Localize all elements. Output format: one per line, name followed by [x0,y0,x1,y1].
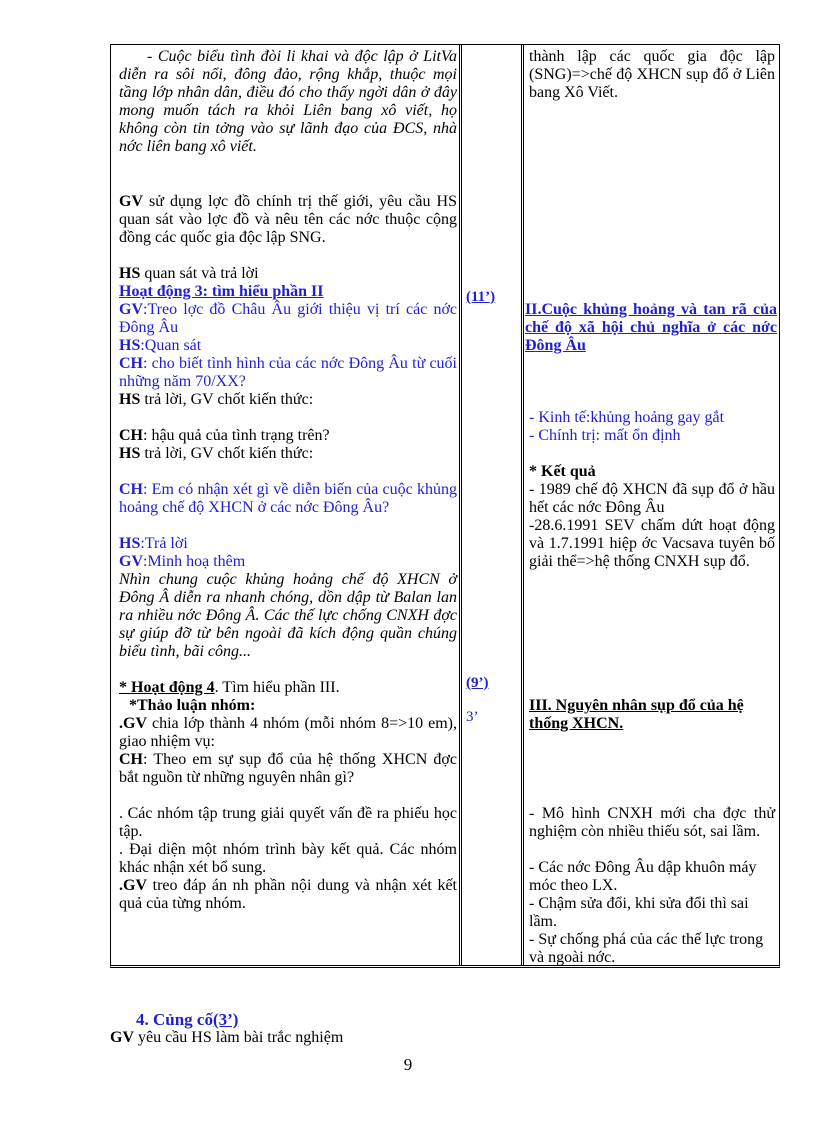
cause-2: - Các nớc Đông Âu dập khuôn máy móc theo LX. [529,859,757,894]
gv-instruction-5 [119,877,457,913]
gv-tag: .GV [119,877,147,894]
question-text: : Em có nhận xét gì về diễn biến của cuộc khủng hoảng chế độ XHCN ở các nớc Đông Âu? [119,481,457,516]
gv-text: yêu cầu HS làm bài trắc nghiệm [134,1029,344,1046]
question-tag: CH [119,751,143,768]
result-heading: * Kết quả [529,463,596,480]
hs-response-2 [119,337,201,355]
hs-response-4 [119,445,313,463]
cause-3: - Chậm sửa đổi, khi sửa đổi thì sai lầm. [529,895,749,930]
consolidation-title: 4. Củng cố [136,1010,213,1029]
gv-tag: GV [119,553,143,570]
result-1: - 1989 chế độ XHCN đã sụp đổ ở hầu hết các nớc Đông Âu [529,481,775,516]
section-3-heading: III. Nguyên nhân sụp đổ của hệ thống XHCN. [529,697,744,732]
gv-text: chia lớp thành 4 nhóm (mỗi nhóm 8=>10 em), giao nhiệm vụ: [119,715,457,750]
litva-paragraph: - Cuộc biểu tình đòi li khai và độc lập ở LitVa diễn ra sôi nổi, đông đảo, rộng khắp, thuộc mọi tầng lớp nhân dân, điều đó cho thấy ngời dân ở đây mong muốn tách ra khỏi Liên bang xô viết, họ không còn tin tởng vào sự lãnh đạo của ĐCS, nhà nớc liên bang xô viết. [119,48,457,155]
hs-response-3 [119,391,313,409]
activity-4-heading [119,679,340,697]
consolidation-instruction [110,1029,343,1047]
consolidation-heading [136,1010,238,1030]
activity-4-label: * Hoạt động 4 [119,679,215,696]
question-text: : Theo em sự sụp đổ của hệ thống XHCN đợc bắt nguồn từ những nguyên nhân gì? [119,751,457,786]
question-4 [119,751,457,787]
gv-text: :Minh hoạ thêm [143,553,246,570]
hs-tag: HS [119,265,141,282]
question-text: : cho biết tình hình của các nớc Đông Âu từ cuối những năm 70/XX? [119,355,457,390]
time-9: (9’) [466,675,489,691]
hs-tag: HS [119,445,141,462]
question-2 [119,427,330,445]
gv-instruction-2 [119,301,457,337]
question-text: : hậu quả của tình trạng trên? [143,427,330,444]
result-2: -28.6.1991 SEV chấm dứt hoạt động và 1.7.1991 hiệp ớc Vacsava tuyên bố giải thể=>hệ thống CNXH sụp đổ. [529,517,775,570]
gv-instruction-4 [119,715,457,751]
gv-tag: GV [119,301,143,318]
hs-response-1 [119,265,259,283]
gv-instruction-3 [119,553,245,571]
cause-4: - Sự chống phá của các thế lực trong và ngoài nớc. [529,931,764,966]
step-2: . Đại diện một nhóm trình bày kết quả. Các nhóm khác nhận xét bổ sung. [119,841,457,876]
column-divider-1 [459,45,462,965]
hs-tag: HS [119,391,141,408]
hs-tag: HS [119,337,141,354]
question-1 [119,355,457,391]
gv-tag: GV [119,193,143,210]
time-3: 3’ [466,709,479,725]
gv-tag: GV [110,1029,134,1046]
hs-text: quan sát và trả lời [140,265,259,282]
page-number: 9 [403,1055,413,1074]
gv-text: treo đáp án nh phần nội dung và nhận xét kết quả của từng nhóm. [119,877,457,912]
hs-tag: HS [119,535,141,552]
economy-point: - Kinh tế:khủng hoảng gay gắt [529,409,725,426]
time-11: (11’) [466,289,496,305]
activity-4-text: . Tìm hiểu phần III. [214,679,340,696]
question-tag: CH [119,355,143,372]
lesson-table [110,44,780,968]
group-discussion-heading: *Thảo luận nhóm: [129,697,256,714]
consolidation-time: (3’) [212,1010,239,1029]
step-1: . Các nhóm tập trung giải quyết vấn đề ra phiếu học tập. [119,805,457,840]
question-3 [119,481,457,517]
hs-text: :Quan sát [140,337,202,354]
hs-text: trả lời, GV chốt kiến thức: [140,445,314,462]
hs-text: :Trả lời [140,535,188,552]
hs-text: trả lời, GV chốt kiến thức: [140,391,314,408]
gv-instruction-1 [119,193,457,247]
gv-tag: .GV [119,715,147,732]
gv-text: :Treo lợc đồ Châu Âu giới thiệu vị trí các nớc Đông Âu [119,301,457,336]
column-divider-2 [521,45,524,965]
activity-3-heading: Hoạt động 3: tìm hiểu phần II [119,283,324,300]
question-tag: CH [119,481,143,498]
politics-point: - Chính trị: mất ổn định [529,427,681,444]
hs-response-5 [119,535,188,553]
section-2-heading: II.Cuộc khủng hoảng và tan rã của chế độ xã hội chủ nghĩa ở các nớc Đông Âu [525,301,777,354]
summary-paragraph: Nhìn chung cuộc khủng hoảng chế độ XHCN ở Đông Â diễn ra nhanh chóng, dồn dập từ Balan lan ra nhiều nớc Đông Â. Các thế lực chống CNXH đợc sự giúp đỡ từ bên ngoài đã kích động quần chúng biểu tình, bãi công... [119,571,457,660]
gv-text: sử dụng lợc đồ chính trị thế giới, yêu cầu HS quan sát vào lợc đồ và nêu tên các nớc thuộc cộng đồng các quốc gia độc lập SNG. [119,193,457,246]
cause-1: - Mô hình CNXH mới cha đợc thử nghiệm còn nhiều thiếu sót, sai lầm. [529,805,775,840]
sng-paragraph: thành lập các quốc gia độc lập (SNG)=>chế độ XHCN sụp đổ ở Liên bang Xô Viết. [529,48,775,101]
question-tag: CH [119,427,143,444]
